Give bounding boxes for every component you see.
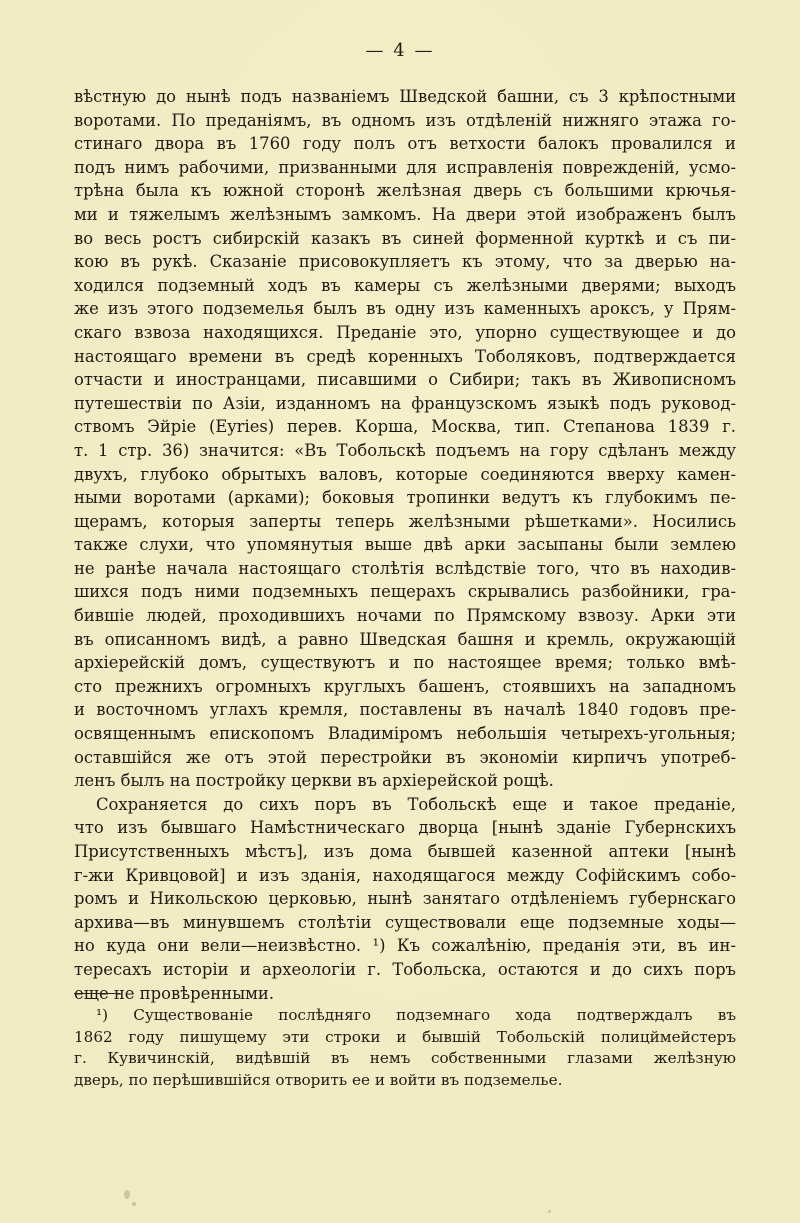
text-line: архива—въ минувшемъ столѣтіи существовали еще подземные ходы— xyxy=(74,912,736,932)
text-line: Присутственныхъ мѣстъ], изъ дома бывшей казенной аптеки [нынѣ xyxy=(74,842,736,861)
text-line: скаго взвоза находящихся. Преданіе это, упорно существующее и до xyxy=(74,322,736,342)
text-line: бившіе людей, проходившихъ ночами по Прямскому взвозу. Арки эти xyxy=(74,606,736,626)
text-line: Сохраняется до сихъ поръ въ Тобольскѣ еще и такое преданіе, xyxy=(96,794,736,814)
main-text xyxy=(74,85,736,1005)
text-line: ми и тяжелымъ желѣзнымъ замкомъ. На двери этой изображенъ былъ xyxy=(74,204,736,224)
text-line: же изъ этого подземелья былъ въ одну изъ каменныхъ ароксъ, у Прям- xyxy=(74,299,736,319)
text-line: ствомъ Эйріе (Eyries) перев. Корша, Москва, тип. Степанова 1839 г. xyxy=(74,417,736,437)
text-line: путешествіи по Азіи, изданномъ на французскомъ языкѣ подъ руковод- xyxy=(74,393,736,413)
page-number: — 4 — xyxy=(365,40,435,61)
footnote xyxy=(74,1005,736,1091)
text-line: въ описанномъ видѣ, а равно Шведская башня и кремль, окружающій xyxy=(74,629,736,649)
paper-speck xyxy=(132,1202,136,1206)
text-line: и восточномъ углахъ кремля, поставлены въ началѣ 1840 годовъ пре- xyxy=(74,700,736,720)
text-line: оставшійся же отъ этой перестройки въ экономіи кирпичъ употреб- xyxy=(74,747,736,767)
text-line: щерамъ, которыя заперты теперь желѣзными рѣшетками». Носились xyxy=(74,511,736,531)
text-line: отчасти и иностранцами, писавшими о Сибири; такъ въ Живописномъ xyxy=(74,370,736,390)
text-line: тересахъ исторіи и археологіи г. Тобольска, остаются и до сихъ поръ xyxy=(74,959,736,979)
text-line: но куда они вели—неизвѣстно. ¹) Къ сожалѣнію, преданія эти, въ ин- xyxy=(74,936,736,956)
text-line: ленъ былъ на постройку церкви въ архіерейской рощѣ. xyxy=(74,771,554,791)
footnote-line: дверь, по перѣшившійся отворить ее и войти въ подземелье. xyxy=(74,1070,563,1089)
text-line: еще не провѣренными. xyxy=(74,983,275,1003)
text-line: архіерейскій домъ, существуютъ и по настоящее время; только вмѣ- xyxy=(74,653,736,673)
paper-speck xyxy=(548,1210,551,1213)
text-line: ходился подземный ходъ въ камеры съ желѣзными дверями; выходъ xyxy=(74,275,736,295)
paper-speck xyxy=(124,1190,130,1199)
footnote-line: 1862 году пишущему эти строки и бывшій Тобольскій полицймейстеръ xyxy=(74,1027,736,1046)
footnote-divider xyxy=(74,993,120,994)
text-line: ными воротами (арками); боковыя тропинки ведутъ къ глубокимъ пе- xyxy=(74,488,736,508)
text-line: подъ нимъ рабочими, призванными для исправленія поврежденій, усмо- xyxy=(74,157,736,177)
text-line: во весь ростъ сибирскій казакъ въ синей форменной курткѣ и съ пи- xyxy=(74,228,736,248)
text-line: также слухи, что упомянутыя выше двѣ арки засыпаны были землею xyxy=(74,535,736,555)
footnote-line: ¹) Существованіе послѣдняго подземнаго хода подтверждалъ въ xyxy=(96,1006,736,1024)
text-line: ромъ и Никольскою церковью, нынѣ занятаго отдѣленіемъ губернскаго xyxy=(74,889,736,909)
text-line: освященнымъ епископомъ Владиміромъ небольшія четырехъ-угольныя; xyxy=(74,724,736,744)
text-line: трѣна была къ южной сторонѣ желѣзная дверь съ большими крючья- xyxy=(74,181,736,201)
text-line: г-жи Кривцовой] и изъ зданія, находящагося между Софійскимъ собо- xyxy=(74,865,736,885)
text-line: стинаго двора въ 1760 году полъ отъ ветхости балокъ провалился и xyxy=(74,134,736,154)
text-line: кою въ рукѣ. Сказаніе присовокупляетъ къ этому, что за дверью на- xyxy=(74,252,736,272)
text-line: не ранѣе начала настоящаго столѣтія вслѣдствіе того, что въ находив- xyxy=(74,558,736,578)
footnote-line: г. Кувичинскій, видѣвшій въ немъ собственными глазами желѣзную xyxy=(74,1049,736,1067)
text-line: шихся подъ ними подземныхъ пещерахъ скрывались разбойники, гра- xyxy=(74,582,736,602)
text-line: что изъ бывшаго Намѣстническаго дворца [нынѣ зданіе Губернскихъ xyxy=(74,818,736,838)
text-line: воротами. По преданіямъ, въ одномъ изъ отдѣленій нижняго этажа го- xyxy=(74,110,736,130)
text-line: двухъ, глубоко обрытыхъ валовъ, которые соединяются вверху камен- xyxy=(74,464,736,484)
text-line: сто прежнихъ огромныхъ круглыхъ башенъ, стоявшихъ на западномъ xyxy=(74,676,736,696)
text-line: настоящаго времени въ средѣ коренныхъ Тоболяковъ, подтверждается xyxy=(74,346,736,366)
text-line: вѣстную до нынѣ подъ названіемъ Шведской башни, съ 3 крѣпостными xyxy=(74,87,736,106)
text-line: т. 1 стр. 36) значится: «Въ Тобольскѣ подъемъ на гору сдѣланъ между xyxy=(74,440,736,460)
